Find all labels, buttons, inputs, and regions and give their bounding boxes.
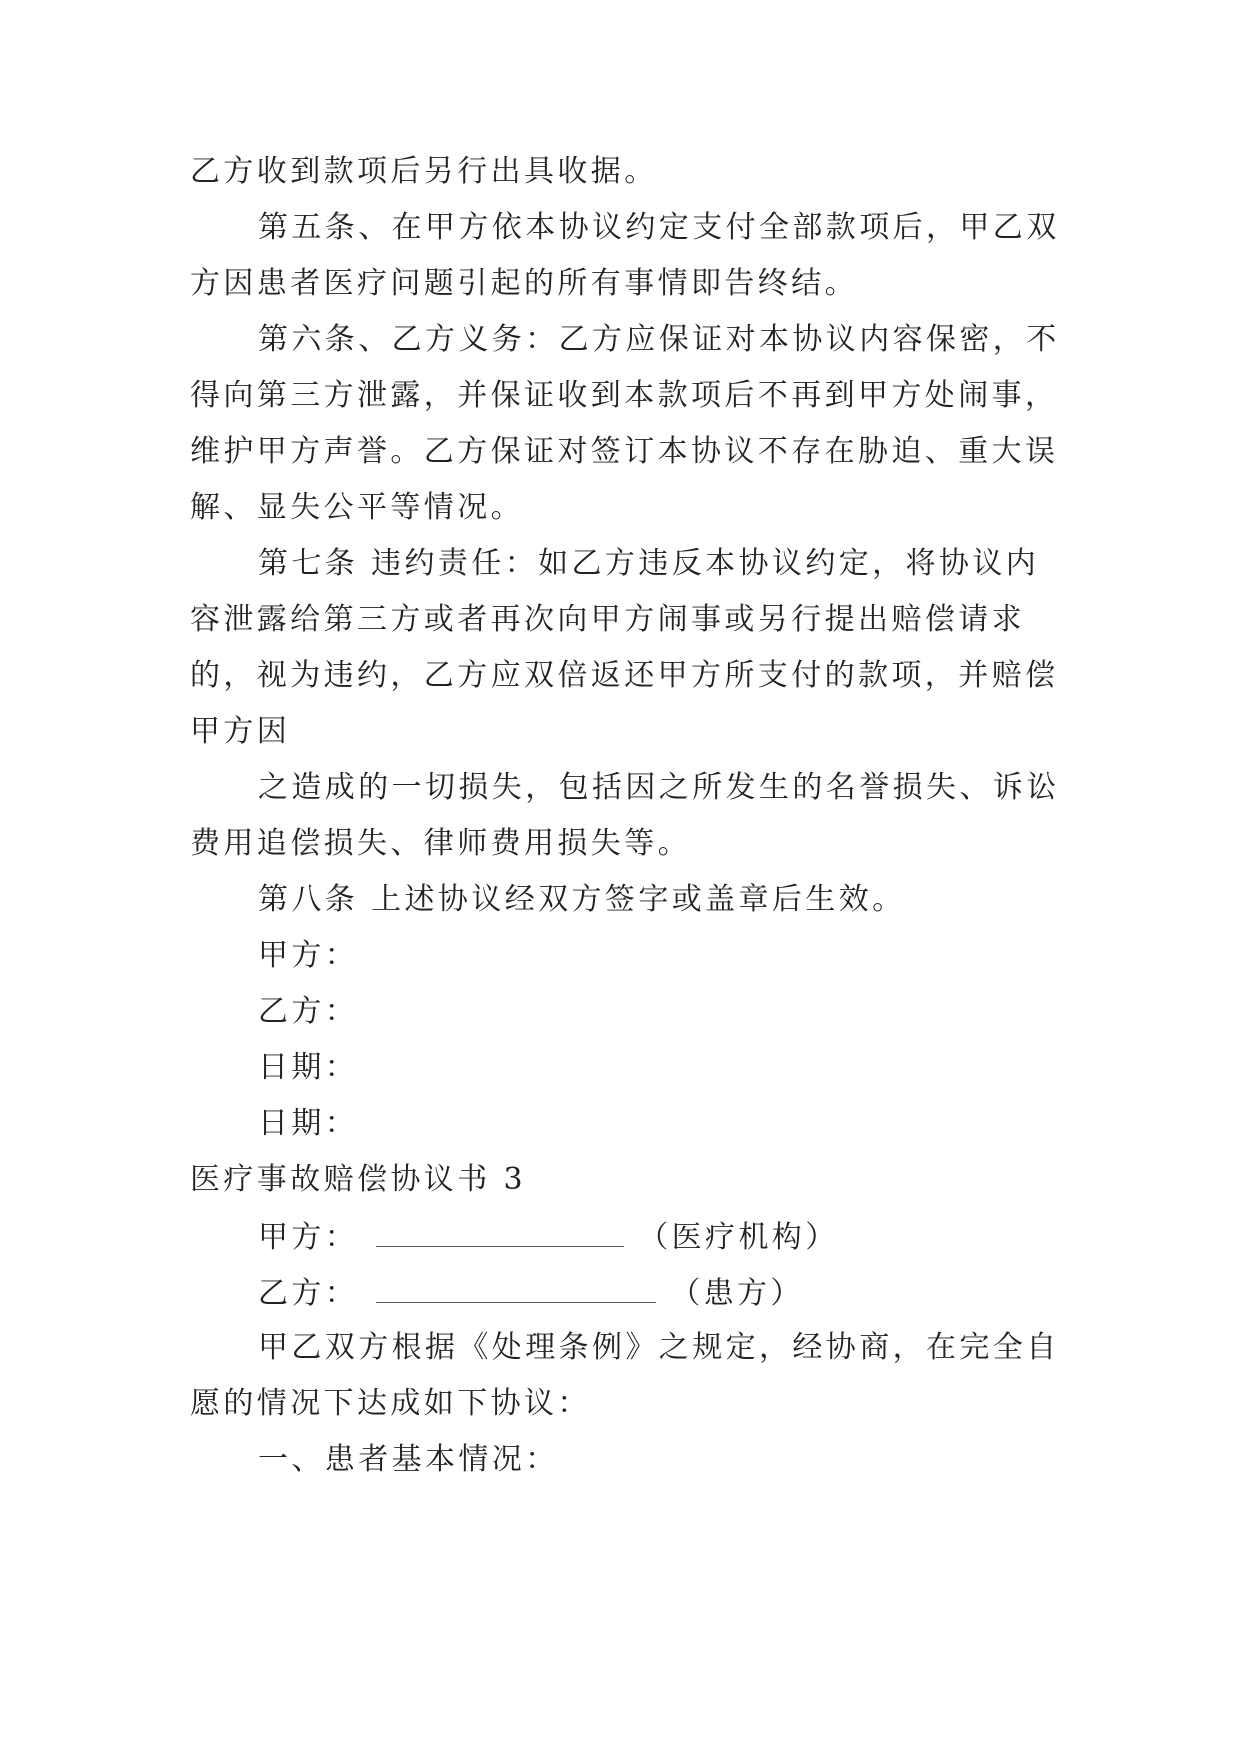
paragraph-line: 费用追偿损失、律师费用损失等。 bbox=[190, 826, 691, 861]
signature-date: 日期： bbox=[258, 1106, 359, 1141]
paragraph-line: 得向第三方泄露，并保证收到本款项后不再到甲方处闹事， bbox=[190, 378, 1059, 413]
party-b-blank bbox=[376, 1272, 656, 1303]
signature-date: 日期： bbox=[258, 1050, 359, 1085]
party-a-blank bbox=[376, 1216, 624, 1247]
paragraph-line: 甲方因 bbox=[190, 714, 291, 749]
paragraph-line: 维护甲方声誉。乙方保证对签订本协议不存在胁迫、重大误 bbox=[190, 434, 1059, 469]
party-b-suffix: （患方） bbox=[670, 1276, 804, 1311]
party-a-label: 甲方： bbox=[258, 1220, 359, 1255]
paragraph-line: 方因患者医疗问题引起的所有事情即告终结。 bbox=[190, 266, 858, 301]
article-7-line: 第七条 违约责任：如乙方违反本协议约定，将协议内 bbox=[258, 546, 1040, 581]
party-a-line bbox=[258, 1216, 839, 1256]
section-heading: 医疗事故赔偿协议书 3 bbox=[190, 1162, 527, 1197]
article-6-line: 第六条、乙方义务：乙方应保证对本协议内容保密，不 bbox=[258, 322, 1060, 357]
paragraph-line: 之造成的一切损失，包括因之所发生的名誉损失、诉讼 bbox=[258, 770, 1060, 805]
paragraph-line: 解、显失公平等情况。 bbox=[190, 490, 524, 525]
party-b-label: 乙方： bbox=[258, 1276, 359, 1311]
paragraph-line: 容泄露给第三方或者再次向甲方闹事或另行提出赔偿请求 bbox=[190, 602, 1025, 637]
paragraph-line: 乙方收到款项后另行出具收据。 bbox=[190, 154, 658, 189]
article-8-line: 第八条 上述协议经双方签字或盖章后生效。 bbox=[258, 882, 906, 917]
section-item-heading: 一、患者基本情况： bbox=[258, 1442, 559, 1477]
preamble-line: 愿的情况下达成如下协议： bbox=[190, 1386, 591, 1421]
article-5-line: 第五条、在甲方依本协议约定支付全部款项后，甲乙双 bbox=[258, 210, 1060, 245]
party-a-suffix: （医疗机构） bbox=[638, 1220, 839, 1255]
party-b-line bbox=[258, 1272, 804, 1312]
signature-party-b: 乙方： bbox=[258, 994, 359, 1029]
paragraph-line: 的，视为违约，乙方应双倍返还甲方所支付的款项，并赔偿 bbox=[190, 658, 1059, 693]
preamble-line: 甲乙双方根据《处理条例》之规定，经协商，在完全自 bbox=[258, 1330, 1060, 1365]
signature-party-a: 甲方： bbox=[258, 938, 359, 973]
